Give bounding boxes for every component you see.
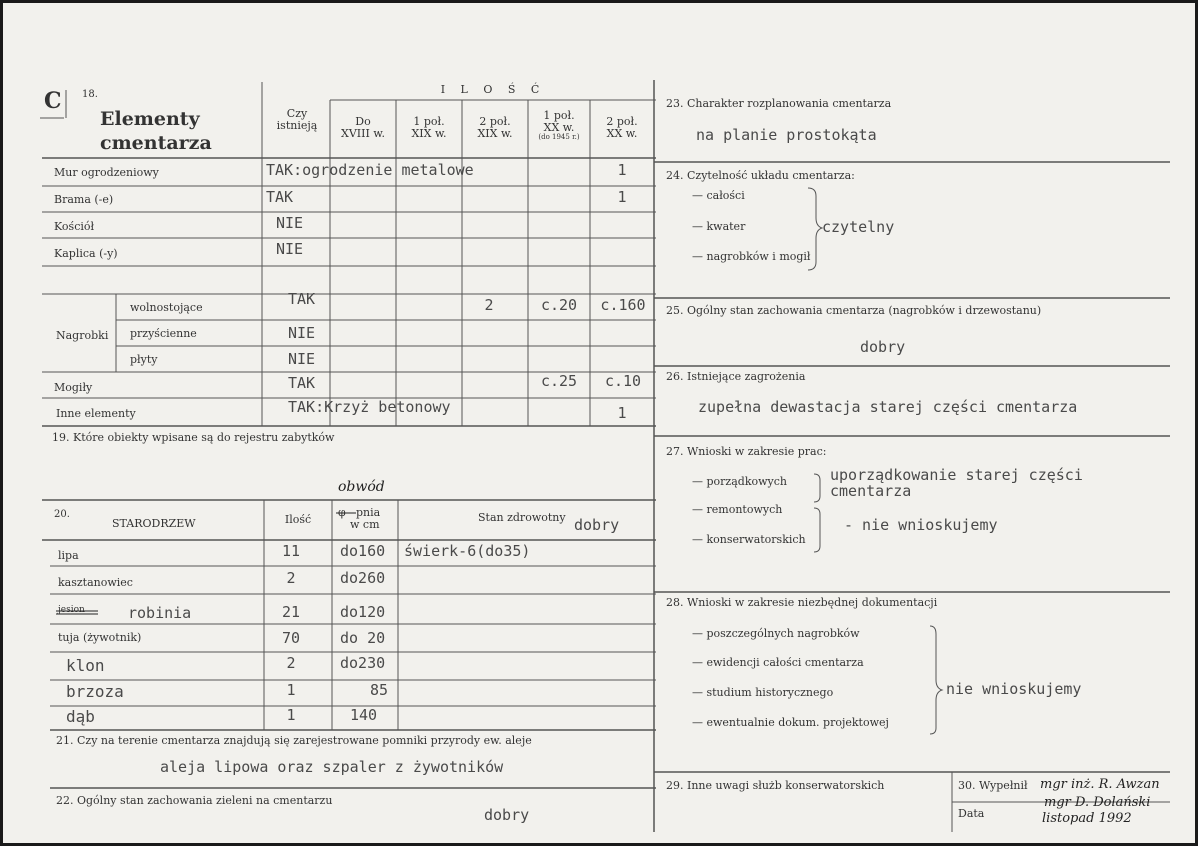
row-mogily-label: Mogiły bbox=[54, 381, 93, 394]
tree-row-1-name: lipa bbox=[58, 549, 79, 562]
s20-col-girth-line2: w cm bbox=[350, 518, 380, 531]
tree-row-5-name: klon bbox=[66, 656, 105, 675]
s28-item-3: — studium historycznego bbox=[692, 686, 834, 699]
row-brama-value: TAK bbox=[266, 188, 294, 206]
s27-value-1-line1: uporządkowanie starej części bbox=[830, 466, 1083, 484]
section-number: 18. bbox=[82, 89, 98, 100]
section-letter: C bbox=[44, 88, 62, 114]
s25-label: 25. Ogólny stan zachowania cmentarza (nagrobków i drzewostanu) bbox=[666, 304, 1042, 317]
quantity-header: I L O Ś Ć bbox=[440, 83, 546, 96]
period-2-line2: XIX w. bbox=[411, 127, 447, 140]
tree-row-3-girth: do120 bbox=[340, 603, 386, 621]
s20-health-value: dobry bbox=[574, 516, 620, 534]
tree-row-3-name: robinia bbox=[128, 604, 192, 622]
row-wolnostojace-value: TAK bbox=[288, 290, 316, 308]
s23-value: na planie prostokąta bbox=[696, 126, 877, 144]
s27-item-1: — porządkowych bbox=[692, 475, 787, 488]
s28-item-4: — ewentualnie dokum. projektowej bbox=[692, 716, 889, 729]
tree-row-5-girth: do230 bbox=[340, 654, 386, 672]
tree-row-2-girth: do260 bbox=[340, 569, 386, 587]
row-przyscienne-label: przyścienne bbox=[130, 327, 197, 340]
row-mogily-p5: c.10 bbox=[604, 372, 642, 390]
tree-row-7-name: dąb bbox=[66, 707, 95, 726]
period-4-line2: XX w. bbox=[543, 121, 575, 134]
s24-value: czytelny bbox=[822, 218, 895, 236]
row-wolnostojace-label: wolnostojące bbox=[130, 301, 203, 314]
period-4-line1: 1 poł. bbox=[543, 109, 575, 122]
s21-value: aleja lipowa oraz szpaler z żywotników bbox=[160, 758, 504, 776]
period-1-line2: XVIII w. bbox=[341, 127, 385, 140]
s28-item-1: — poszczególnych nagrobków bbox=[692, 627, 860, 640]
period-1-line1: Do bbox=[355, 115, 371, 128]
row-mur-value: TAK:ogrodzenie metalowe bbox=[266, 161, 474, 179]
s29-label: 29. Inne uwagi służb konserwatorskich bbox=[666, 779, 885, 792]
s20-col-girth-line1: pnia bbox=[356, 506, 381, 519]
row-kaplica-value: NIE bbox=[276, 240, 304, 258]
row-inne-p5: 1 bbox=[617, 404, 627, 422]
row-plyty-value: NIE bbox=[288, 350, 316, 368]
s26-label: 26. Istniejące zagrożenia bbox=[666, 370, 806, 383]
s20-title: STARODRZEW bbox=[112, 517, 196, 530]
row-inne-value: TAK:Krzyż betonowy bbox=[288, 398, 451, 416]
row-wolnostojace-p5: c.160 bbox=[600, 296, 646, 314]
period-4-line3: (do 1945 r.) bbox=[538, 133, 580, 141]
row-mogily-value: TAK bbox=[288, 374, 316, 392]
section-title-line1: Elementy bbox=[100, 108, 200, 130]
tree-row-4-girth: do 20 bbox=[340, 629, 386, 647]
row-inne-label: Inne elementy bbox=[56, 407, 136, 420]
tree-row-2-qty: 2 bbox=[286, 569, 296, 587]
s30-date-label: Data bbox=[958, 807, 985, 820]
tree-row-4-qty: 70 bbox=[281, 629, 301, 647]
s27-label: 27. Wnioski w zakresie prac: bbox=[666, 445, 827, 458]
s28-item-2: — ewidencji całości cmentarza bbox=[692, 656, 864, 669]
s24-item-3: — nagrobków i mogił bbox=[692, 250, 811, 263]
row-brama-label: Brama (-e) bbox=[54, 193, 114, 206]
exists-col-header-line1: Czy bbox=[286, 107, 308, 120]
row-kaplica-label: Kaplica (-y) bbox=[54, 247, 118, 260]
s20-col-qty: Ilość bbox=[284, 513, 312, 526]
s28-label: 28. Wnioski w zakresie niezbędnej dokumentacji bbox=[666, 596, 938, 609]
tree-row-6-girth: 85 bbox=[370, 681, 389, 699]
row-kosciol-value: NIE bbox=[276, 214, 304, 232]
s25-value: dobry bbox=[860, 338, 906, 356]
s21-label: 21. Czy na terenie cmentarza znajdują się zarejestrowane pomniki przyrody ew. aleje bbox=[56, 734, 532, 747]
row-wolnostojace-p3: 2 bbox=[484, 296, 494, 314]
s19-label: 19. Które obiekty wpisane są do rejestru zabytków bbox=[52, 431, 335, 444]
tree-row-3-qty: 21 bbox=[281, 603, 301, 621]
period-5-line1: 2 poł. bbox=[606, 115, 638, 128]
s30-date-value: listopad 1992 bbox=[1042, 811, 1132, 826]
tree-row-1-girth: do160 bbox=[340, 542, 386, 560]
row-mur-label: Mur ogrodzeniowy bbox=[54, 166, 159, 179]
tree-row-6-name: brzoza bbox=[66, 682, 124, 701]
period-5-line2: XX w. bbox=[606, 127, 638, 140]
nagrobki-label: Nagrobki bbox=[56, 329, 109, 342]
section-title-line2: cmentarza bbox=[100, 132, 212, 154]
tree-row-7-qty: 1 bbox=[286, 706, 296, 724]
period-3-line2: XIX w. bbox=[477, 127, 513, 140]
s30-filled-by-1: mgr inż. R. Awzan bbox=[1040, 777, 1160, 792]
s27-item-3: — konserwatorskich bbox=[692, 533, 806, 546]
period-3-line1: 2 poł. bbox=[479, 115, 511, 128]
s20-col-health: Stan zdrowotny bbox=[478, 511, 566, 524]
tree-row-2-name: kasztanowiec bbox=[58, 576, 133, 589]
period-2-line1: 1 poł. bbox=[413, 115, 445, 128]
tree-row-5-qty: 2 bbox=[286, 654, 296, 672]
tree-row-3-name-struck: jesion bbox=[58, 605, 85, 615]
s24-item-2: — kwater bbox=[692, 220, 746, 233]
row-mur-p5: 1 bbox=[617, 161, 627, 179]
s22-label: 22. Ogólny stan zachowania zieleni na cmentarzu bbox=[56, 794, 333, 807]
s30-label: 30. Wypełnił bbox=[958, 779, 1028, 792]
s22-value: dobry bbox=[484, 806, 530, 824]
s27-value-1-line2: cmentarza bbox=[830, 482, 912, 500]
tree-row-6-qty: 1 bbox=[286, 681, 296, 699]
row-brama-p5: 1 bbox=[617, 188, 627, 206]
s24-label: 24. Czytelność układu cmentarza: bbox=[666, 169, 855, 182]
row-przyscienne-value: NIE bbox=[288, 324, 316, 342]
row-kosciol-label: Kościół bbox=[54, 220, 95, 233]
tree-row-7-girth: 140 bbox=[350, 706, 378, 724]
s20-number: 20. bbox=[54, 509, 70, 520]
tree-row-4-name: tuja (żywotnik) bbox=[58, 631, 142, 644]
exists-col-header-line2: istnieją bbox=[276, 119, 318, 132]
s20-col-girth-handwritten: obwód bbox=[338, 479, 385, 495]
tree-row-1-note: świerk-6(do35) bbox=[404, 542, 531, 560]
s28-value: nie wnioskujemy bbox=[946, 680, 1082, 698]
s23-label: 23. Charakter rozplanowania cmentarza bbox=[666, 97, 892, 110]
s27-item-2: — remontowych bbox=[692, 503, 783, 516]
row-mogily-p4: c.25 bbox=[540, 372, 578, 390]
s27-value-2: - nie wnioskujemy bbox=[844, 516, 998, 534]
row-plyty-label: płyty bbox=[130, 353, 158, 366]
s24-item-1: — całości bbox=[692, 189, 745, 202]
s30-filled-by-2: mgr D. Dolański bbox=[1044, 795, 1151, 810]
s26-value: zupełna dewastacja starej części cmentarza bbox=[698, 398, 1078, 416]
s20-col-girth-struck: φ bbox=[338, 506, 346, 519]
tree-row-1-qty: 11 bbox=[281, 542, 301, 560]
row-wolnostojace-p4: c.20 bbox=[540, 296, 578, 314]
